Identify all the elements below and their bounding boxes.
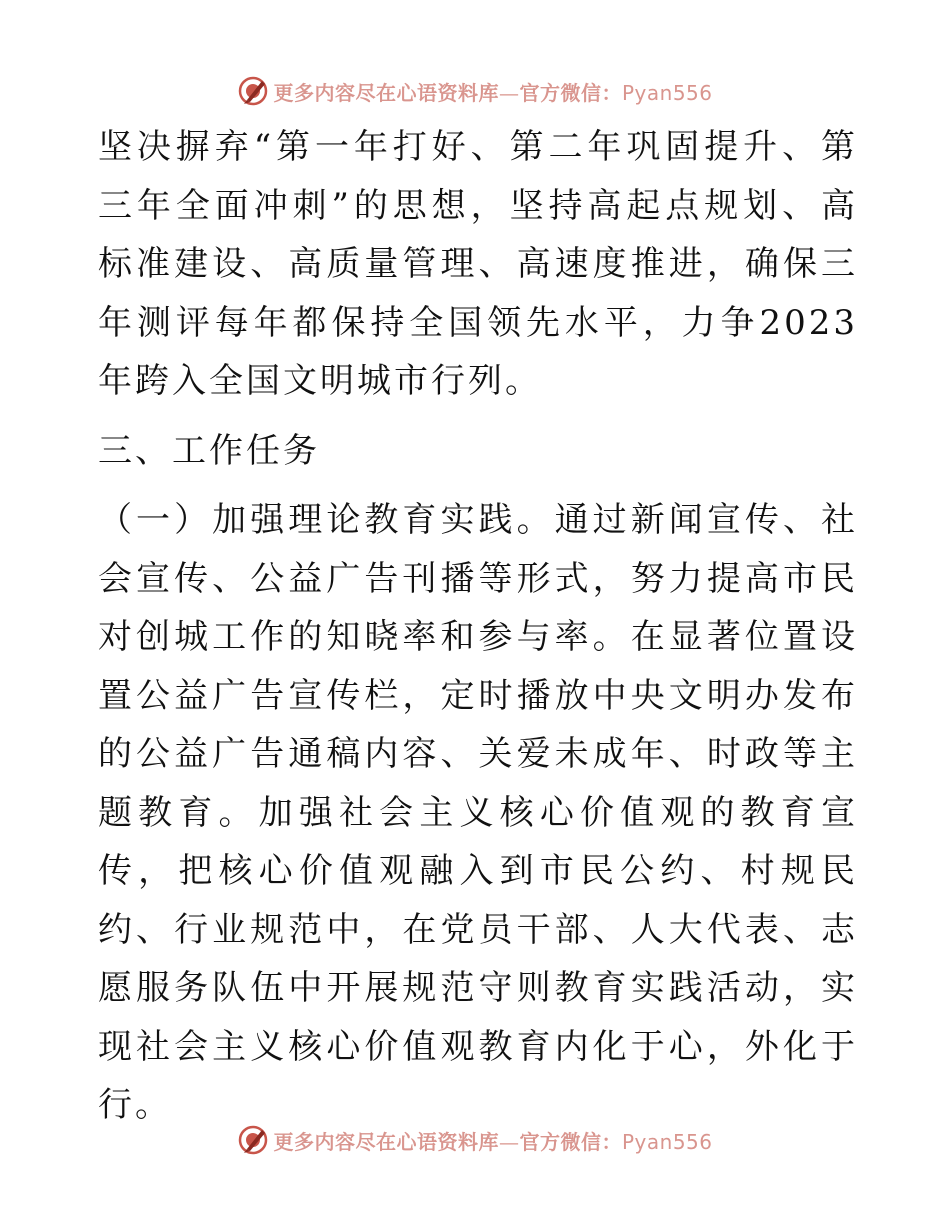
paragraph-2: （一）加强理论教育实践。通过新闻宣传、社会宣传、公益广告刊播等形式，努力提高市民对创城工作的知晓率和参与率。在显著位置设置公益广告宣传栏，定时播放中央文明办发布的公益广告通稿内容、关爱未成年、时政等主题教育。加强社会主义核心价值观的教育宣传，把核心价值观融入到市民公约、村规民约、行业规范中，在党员干部、人大代表、志愿服务队伍中开展规范守则教育实践活动，实现社会主义核心价值观教育内化于心，外化于行。 [98,500,858,1125]
pen-logo-icon [237,1124,269,1156]
watermark-separator: — [498,1129,520,1154]
watermark-suffix: 官方微信： [519,1129,622,1154]
document-body [98,118,858,1135]
watermark-id: Pyan556 [621,80,713,105]
paragraph-1: 坚决摒弃“第一年打好、第二年巩固提升、第三年全面冲刺”的思想，坚持高起点规划、高标准建设、高质量管理、高速度推进，确保三年测评每年都保持全国领先水平，力争2023年跨入全国文明城市行列。 [98,127,858,401]
watermark-text: 更多内容尽在心语资料库 [273,1129,499,1154]
section-heading: 三、工作任务 [98,430,320,471]
header-watermark [0,71,950,111]
watermark-text: 更多内容尽在心语资料库 [273,80,499,105]
watermark-suffix: 官方微信： [519,80,622,105]
watermark-id: Pyan556 [621,1129,713,1154]
watermark-separator: — [498,80,520,105]
footer-watermark [0,1120,950,1160]
pen-logo-icon [237,75,269,107]
